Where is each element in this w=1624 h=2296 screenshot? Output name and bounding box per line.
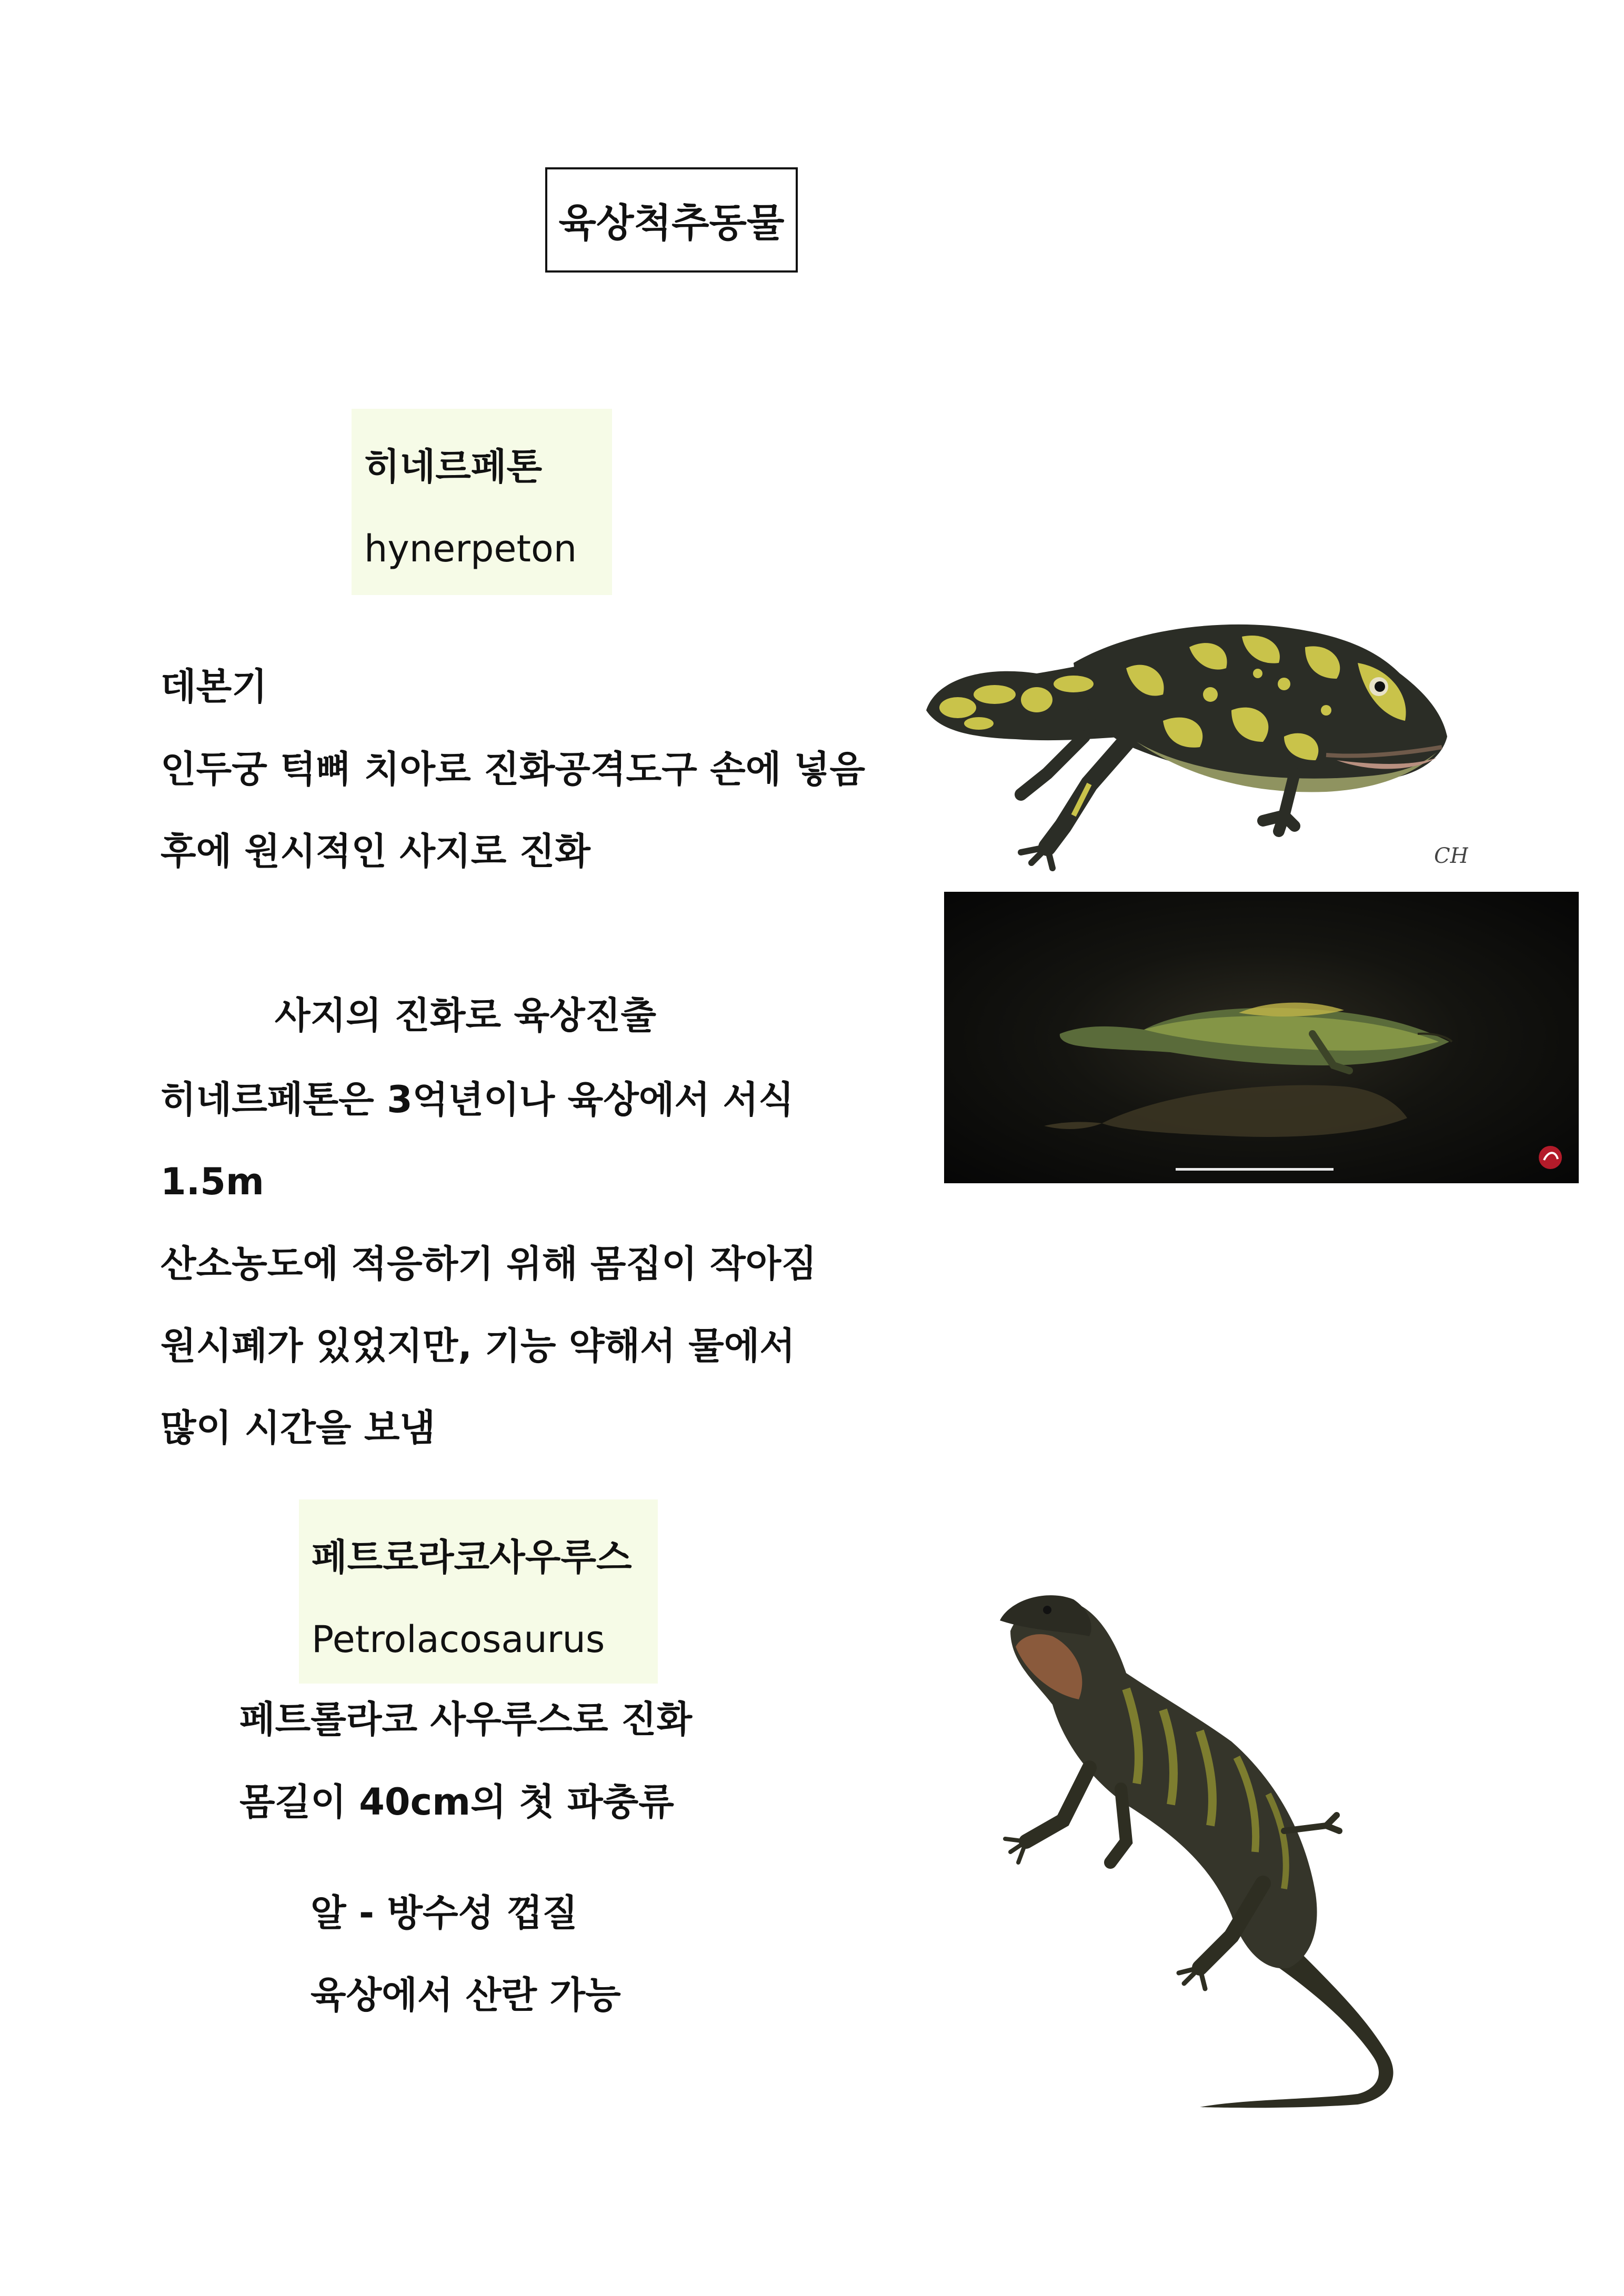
title-box bbox=[545, 167, 798, 273]
egg-line: 육상에서 산란 가능 bbox=[310, 1973, 621, 2017]
hynerpeton-indent-line: 사지의 진화로 육상진출 bbox=[275, 994, 656, 1037]
egg-line: 알 - 방수성 껍질 bbox=[310, 1891, 578, 1935]
hynerpeton-detail: 1.5m bbox=[161, 1160, 264, 1203]
hynerpeton-line: 후에 원시적인 사지로 진화 bbox=[161, 830, 590, 873]
hynerpeton-name-ko: 히네르페톤 bbox=[364, 445, 543, 488]
petrolacosaurus-line: 몸길이 40cm의 첫 파충류 bbox=[239, 1780, 674, 1824]
render-artwork bbox=[944, 892, 1579, 1183]
petrolacosaurus-line: 페트롤라코 사우루스로 진화 bbox=[239, 1698, 693, 1741]
hynerpeton-detail: 산소농도에 적응하기 위해 몸집이 작아짐 bbox=[161, 1242, 817, 1285]
hynerpeton-name-en: hynerpeton bbox=[364, 527, 577, 570]
hynerpeton-detail: 히네르페톤은 3억년이나 육상에서 서식 bbox=[161, 1078, 794, 1121]
illustration-signature: CH bbox=[1434, 844, 1468, 868]
hynerpeton-render-photo bbox=[944, 892, 1579, 1183]
hynerpeton-line: 데본기 bbox=[161, 665, 267, 708]
page-title: 육상척추동물 bbox=[558, 200, 785, 246]
hynerpeton-detail: 원시폐가 있었지만, 기능 약해서 물에서 bbox=[161, 1324, 795, 1367]
hynerpeton-line: 인두궁 턱뼈 치아로 진화공격도구 손에 넣음 bbox=[161, 748, 866, 791]
lizard-figure bbox=[1000, 1595, 1394, 2108]
petrolacosaurus-name-ko: 페트로라코사우루스 bbox=[312, 1536, 632, 1579]
hynerpeton-detail: 많이 시간을 보냄 bbox=[161, 1406, 436, 1449]
hynerpeton-illustration bbox=[916, 616, 1468, 879]
amphibian-figure bbox=[926, 625, 1447, 868]
petrolacosaurus-illustration bbox=[968, 1568, 1537, 2126]
petrolacosaurus-name-en: Petrolacosaurus bbox=[312, 1618, 605, 1661]
petrolacosaurus-label-box bbox=[299, 1499, 658, 1684]
hynerpeton-label-box bbox=[352, 409, 612, 595]
